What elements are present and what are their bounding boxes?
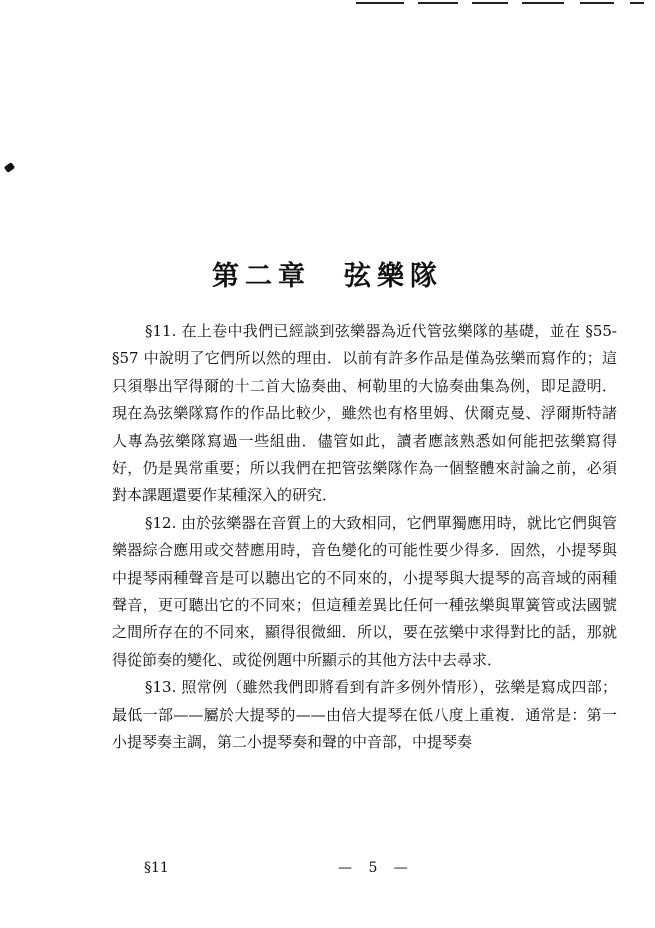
body-text (112, 318, 617, 757)
paragraph-13: §13. 照常例（雖然我們即將看到有許多例外情形），弦樂是寫成四部；最低一部——屬於大提琴的——由倍大提琴在低八度上重複．通常是：第一小提琴奏主調，第二小提琴奏和聲的中音部，中提琴奏 (112, 678, 617, 752)
page-footer (112, 860, 617, 880)
page-number: — 5 — (338, 860, 414, 876)
paragraph-11: §11. 在上卷中我們已經談到弦樂器為近代管弦樂隊的基礎，並在 §55-§57 中說明了它們所以然的理由．以前有許多作品是僅為弦樂而寫作的；這只須舉出罕得爾的十二首大協奏曲、柯勒里的大協奏曲集為例，即足證明．現在為弦樂隊寫作的作品比較少，雖然也有格里姆、伏爾克曼、浮爾斯特諸人專為弦樂隊寫過一些組曲．儘管如此，讀者應該熟悉如何能把弦樂寫得好，仍是異常重要；所以我們在把管弦樂隊作為一個整體來討論之前，必須對本課題還要作某種深入的研究． (112, 322, 617, 505)
scan-top-rules (0, 0, 655, 8)
footer-section: §11 (144, 860, 169, 876)
chapter-title: 第二章 弦樂隊 (212, 261, 443, 292)
margin-ink-mark (4, 162, 15, 173)
paragraph-12: §12. 由於弦樂器在音質上的大致相同，它們單獨應用時，就比它們與管樂器綜合應用或交替應用時，音色變化的可能性要少得多．固然，小提琴與中提琴兩種聲音是可以聽出它的不同來的，小提琴與大提琴的高音域的兩種聲音，更可聽出它的不同來；但這種差異比任何一種弦樂與單簧管或法國號之間所存在的不同來，顯得很微細．所以，要在弦樂中求得對比的話，那就得從節奏的變化、或從例題中所顯示的其他方法中去尋求． (112, 513, 617, 669)
